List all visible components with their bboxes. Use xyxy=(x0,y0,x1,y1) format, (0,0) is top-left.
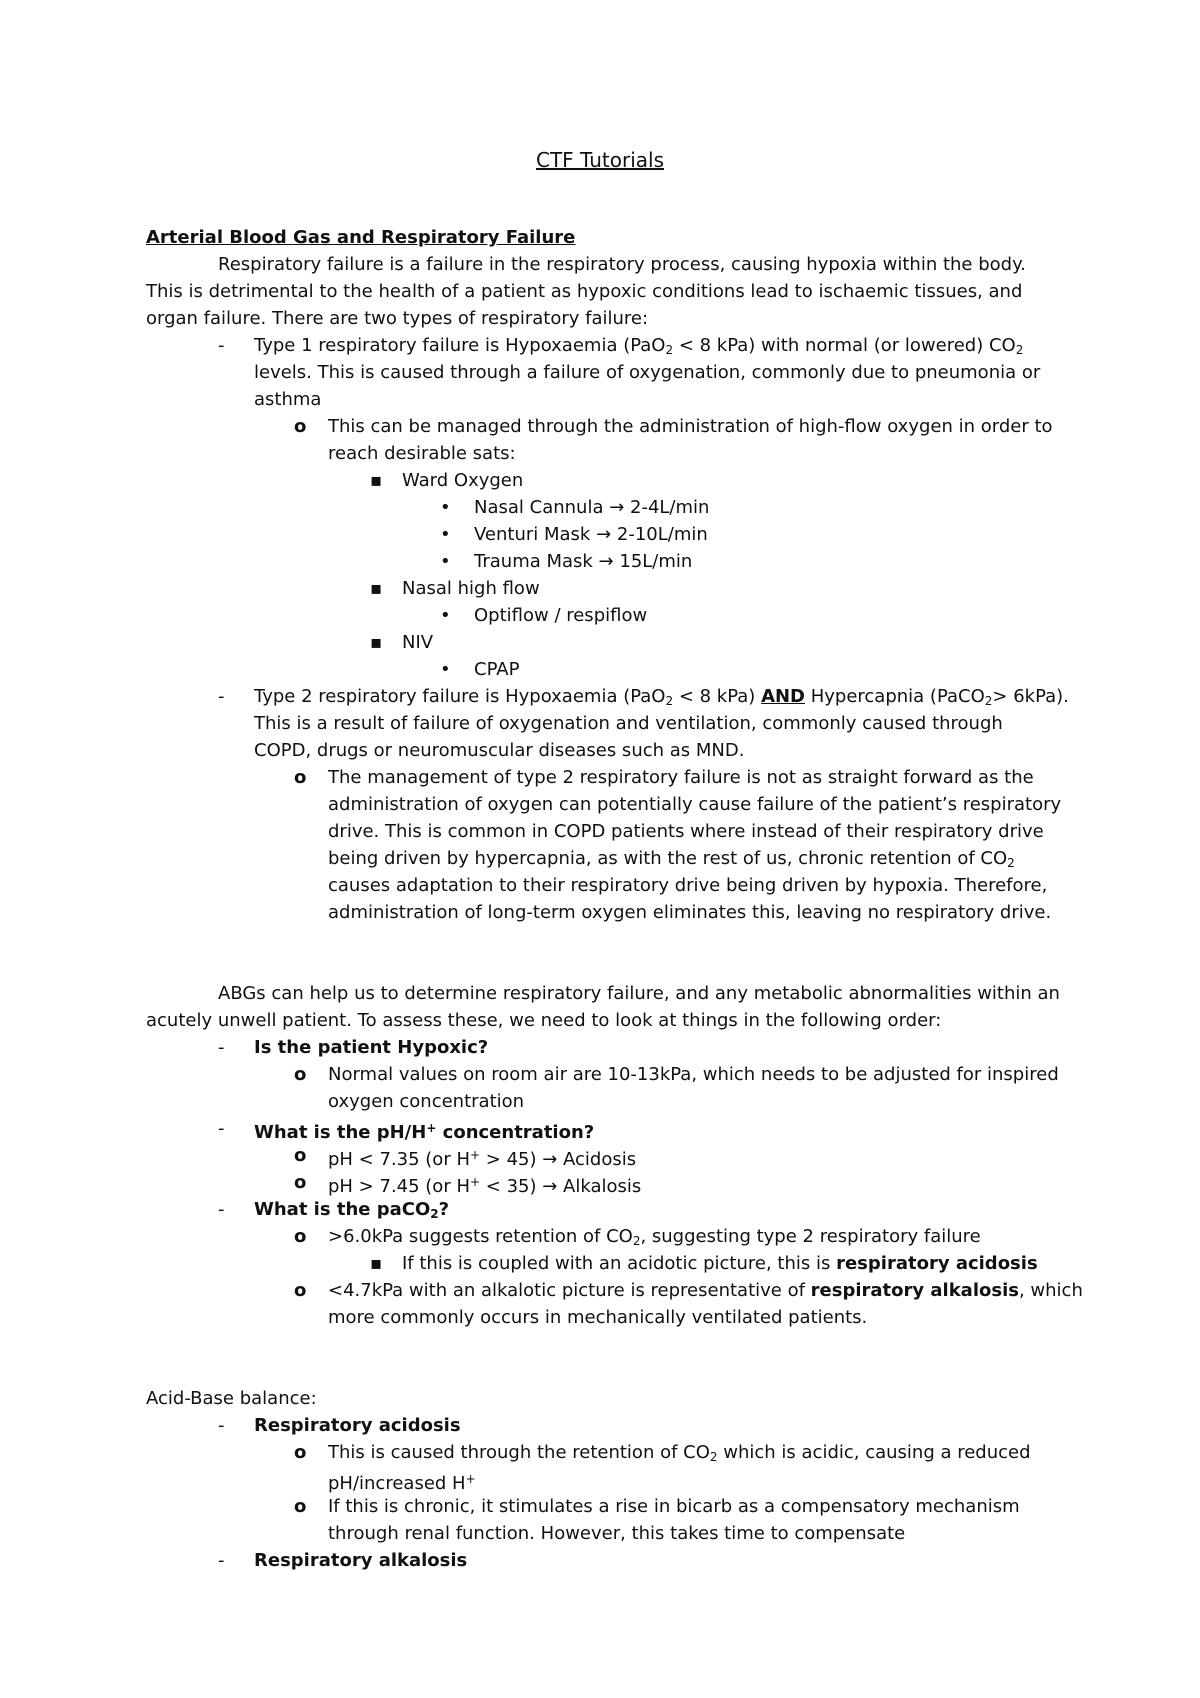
type2-mgmt-3: drive. This is common in COPD patients where instead of their respiratory drive xyxy=(328,821,1044,842)
bullet-marker: • xyxy=(440,524,451,545)
acidosis-cause: This is caused through the retention of $CO_2$ which is acidic, causing a reduced xyxy=(328,1442,1031,1464)
acidosis-chronic: If this is chronic, it stimulates a rise in bicarb as a compensatory mechanism xyxy=(328,1496,1020,1517)
type1-line-2: levels. This is caused through a failure of oxygenation, commonly due to pneumonia or xyxy=(254,362,1041,383)
circle-marker: o xyxy=(294,767,307,788)
type2-line-2: This is a result of failure of oxygenation and ventilation, commonly caused through xyxy=(254,713,1003,734)
type1-line-3: asthma xyxy=(254,389,322,410)
type1-sub-2: reach desirable sats: xyxy=(328,443,516,464)
hypoxic-normal-values-cont: oxygen concentration xyxy=(328,1091,525,1112)
paco2-low: <4.7kPa with an alkalotic picture is representative of respiratory alkalosis, which xyxy=(328,1280,1083,1301)
hypoxic-normal-values: Normal values on room air are 10-13kPa, which needs to be adjusted for inspired xyxy=(328,1064,1059,1085)
cpap: CPAP xyxy=(474,659,520,680)
paco2-high: >6.0kPa suggests retention of $CO_2$, suggesting type 2 respiratory failure xyxy=(328,1226,981,1248)
circle-marker: o xyxy=(294,1145,307,1166)
question-hypoxic: Is the patient Hypoxic? xyxy=(254,1037,489,1058)
type2-line-1: Type 2 respiratory failure is Hypoxaemia (PaO$_2$ < 8 kPa) AND Hypercapnia (PaCO$_2$> 6kPa). xyxy=(254,686,1069,708)
circle-marker: o xyxy=(294,1064,307,1085)
circle-marker: o xyxy=(294,1280,307,1301)
square-marker: ▪ xyxy=(370,578,383,599)
acidosis-chronic-cont: through renal function. However, this takes time to compensate xyxy=(328,1523,906,1544)
dash-marker: - xyxy=(218,1199,225,1220)
intro-line-2: This is detrimental to the health of a patient as hypoxic conditions lead to ischaemic tissues, and xyxy=(146,281,1023,302)
dash-marker: - xyxy=(218,1037,225,1058)
circle-marker: o xyxy=(294,1172,307,1193)
square-marker: ▪ xyxy=(370,632,383,653)
circle-marker: o xyxy=(294,416,307,437)
type1-sub-1: This can be managed through the administration of high-flow oxygen in order to xyxy=(328,416,1053,437)
intro-line-1: Respiratory failure is a failure in the respiratory process, causing hypoxia within the body. xyxy=(218,254,1026,275)
bullet-marker: • xyxy=(440,551,451,572)
niv: NIV xyxy=(402,632,434,653)
dash-marker: - xyxy=(218,335,225,356)
dash-marker: - xyxy=(218,1550,225,1571)
optiflow: Optiflow / respiflow xyxy=(474,605,648,626)
nasal-cannula: Nasal Cannula → 2-4L/min xyxy=(474,497,710,518)
type1-line-1: Type 1 respiratory failure is Hypoxaemia (PaO$_2$ < 8 kPa) with normal (or lowered) $CO_2$ xyxy=(254,335,1024,357)
circle-marker: o xyxy=(294,1226,307,1247)
venturi-mask: Venturi Mask → 2-10L/min xyxy=(474,524,708,545)
intro-line-3: organ failure. There are two types of respiratory failure: xyxy=(146,308,649,329)
ward-oxygen: Ward Oxygen xyxy=(402,470,524,491)
square-marker: ▪ xyxy=(370,1253,383,1274)
section-heading: Arterial Blood Gas and Respiratory Failure xyxy=(146,227,576,248)
trauma-mask: Trauma Mask → 15L/min xyxy=(474,551,693,572)
nasal-high-flow: Nasal high flow xyxy=(402,578,540,599)
alkalosis-threshold: pH > 7.45 (or H+ < 35) → Alkalosis xyxy=(328,1175,642,1197)
circle-marker: o xyxy=(294,1442,307,1463)
acidosis-cause-cont: pH/increased H+ xyxy=(328,1472,476,1494)
bullet-marker: • xyxy=(440,497,451,518)
type2-mgmt-1: The management of type 2 respiratory failure is not as straight forward as the xyxy=(328,767,1034,788)
page-title: CTF Tutorials xyxy=(536,148,664,172)
respiratory-alkalosis-heading: Respiratory alkalosis xyxy=(254,1550,468,1571)
acid-base-heading: Acid-Base balance: xyxy=(146,1388,317,1409)
bullet-marker: • xyxy=(440,659,451,680)
question-paco2: What is the paCO$_2$? xyxy=(254,1199,450,1221)
paco2-low-cont: more commonly occurs in mechanically ventilated patients. xyxy=(328,1307,868,1328)
type2-mgmt-4: being driven by hypercapnia, as with the rest of us, chronic retention of $CO_2$ xyxy=(328,848,1015,870)
type2-mgmt-5: causes adaptation to their respiratory drive being driven by hypoxia. Therefore, xyxy=(328,875,1048,896)
type2-line-3: COPD, drugs or neuromuscular diseases such as MND. xyxy=(254,740,745,761)
abg-para-2: acutely unwell patient. To assess these, we need to look at things in the following order: xyxy=(146,1010,942,1031)
circle-marker: o xyxy=(294,1496,307,1517)
dash-marker: - xyxy=(218,1415,225,1436)
acidosis-threshold: pH < 7.35 (or H+ > 45) → Acidosis xyxy=(328,1148,637,1170)
paco2-acidotic: If this is coupled with an acidotic picture, this is respiratory acidosis xyxy=(402,1253,1038,1274)
square-marker: ▪ xyxy=(370,470,383,491)
abg-para-1: ABGs can help us to determine respiratory failure, and any metabolic abnormalities within an xyxy=(218,983,1060,1004)
question-ph: What is the pH/H+ concentration? xyxy=(254,1121,595,1143)
type2-mgmt-2: administration of oxygen can potentially cause failure of the patient’s respiratory xyxy=(328,794,1062,815)
dash-marker: - xyxy=(218,686,225,707)
dash-marker: - xyxy=(218,1118,225,1139)
respiratory-acidosis-heading: Respiratory acidosis xyxy=(254,1415,461,1436)
bullet-marker: • xyxy=(440,605,451,626)
type2-mgmt-6: administration of long-term oxygen eliminates this, leaving no respiratory drive. xyxy=(328,902,1052,923)
